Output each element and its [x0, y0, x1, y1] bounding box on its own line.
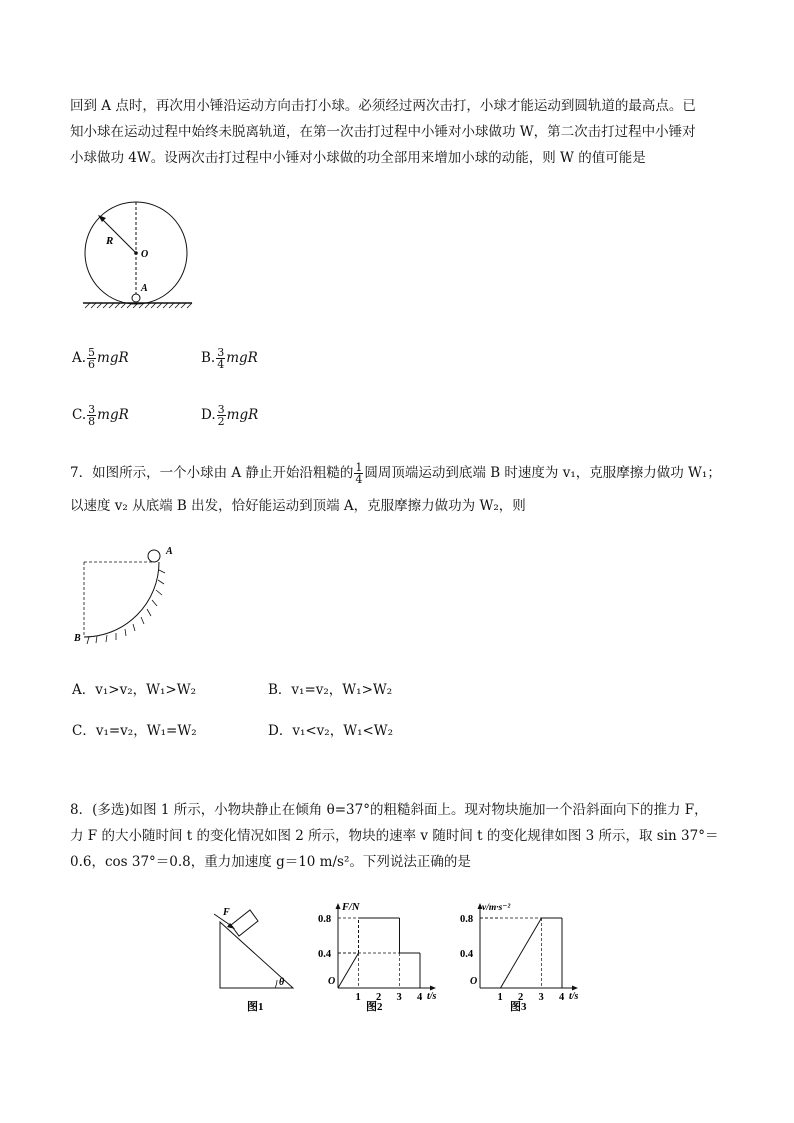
x-tick-label: 3 — [396, 992, 402, 1003]
x-tick-label: 3 — [538, 992, 544, 1003]
q7-option-a[interactable]: A．v₁>v₂，W₁>W₂ — [72, 682, 197, 698]
q6-option-d[interactable]: D. $\frac{3}{2}$ mgR — [201, 403, 259, 428]
q6-option-b[interactable]: B. $\frac{3}{4}$ mgR — [201, 346, 258, 371]
q7-text-line2: 以速度 v₂ 从底端 B 出发，恰好能运动到顶端 A，克服摩擦力做功为 W₂，则 — [70, 498, 526, 514]
q6-option-a[interactable]: A. $\frac{5}{6}$ mgR — [72, 346, 129, 371]
q8-text-line3: 0.6，cos 37°＝0.8，重力加速度 g＝10 m/s²。下列说法正确的是 — [70, 854, 471, 870]
fig1-caption: 图1 — [247, 1001, 264, 1013]
x-axis-label: t/s — [569, 991, 579, 1002]
y-tick-label: 0.8 — [460, 914, 474, 925]
y-axis-label: F/N — [342, 902, 360, 913]
label-A: A — [166, 546, 173, 557]
label-A: A — [141, 283, 148, 294]
q6-option-c[interactable]: C. $\frac{3}{8}$ mgR — [72, 403, 129, 428]
label-R: R — [106, 235, 114, 247]
y-axis-label: v/m·s⁻² — [482, 903, 511, 913]
origin-label: O — [470, 976, 478, 987]
q8-text-line2: 力 F 的大小随时间 t 的变化情况如图 2 所示，物块的速率 v 随时间 t 的变化规律如图 3 所示，取 sin 37°＝ — [70, 828, 719, 844]
q6-text-line1: 回到 A 点时，再次用小锤沿运动方向击打小球。必须经过两次击打，小球才能运动到圆轨道的最高点。已 — [70, 98, 696, 114]
q7-text-line1: 7．如图所示，一个小球由 A 静止开始沿粗糙的 $\frac{1}{4}$ 圆周顶端运动到底端 B 时速度为 v₁，克服摩擦力做功 W₁； — [70, 461, 721, 486]
origin-label: O — [328, 976, 336, 987]
series-segment — [501, 918, 542, 988]
x-tick-label: 4 — [559, 992, 565, 1003]
q7-option-d[interactable]: D．v₁<v₂，W₁<W₂ — [268, 723, 394, 739]
q7-option-c[interactable]: C．v₁=v₂，W₁=W₂ — [72, 723, 197, 739]
x-tick-label: 4 — [417, 992, 423, 1003]
y-tick-label: 0.4 — [318, 949, 332, 960]
series-segment — [338, 953, 359, 988]
x-tick-label: 1 — [497, 992, 503, 1003]
label-F: F — [223, 907, 230, 918]
q8-fig3-chart — [452, 895, 592, 1020]
x-tick-label: 2 — [376, 992, 382, 1003]
x-tick-label: 2 — [518, 992, 524, 1003]
q8-fig2-chart — [312, 895, 442, 1020]
q6-text-line3: 小球做功 4W。设两次击打过程中小锤对小球做的功全部用来增加小球的动能，则 W 的值可能是 — [70, 150, 646, 166]
label-theta: θ — [279, 977, 285, 988]
q6-circle-figure — [80, 200, 200, 315]
y-tick-label: 0.8 — [318, 914, 332, 925]
x-tick-label: 1 — [355, 992, 361, 1003]
fig3-caption: 图3 — [510, 1001, 527, 1013]
label-B: B — [74, 633, 81, 644]
q8-text-line1: 8．(多选)如图 1 所示，小物块静止在倾角 θ=37°的粗糙斜面上。现对物块施加一个沿斜面向下的推力 F， — [70, 802, 708, 818]
q8-fig1-incline — [205, 902, 305, 1018]
fig2-caption: 图2 — [366, 1001, 383, 1013]
q7-quarter-circle-figure — [70, 540, 190, 650]
label-O: O — [141, 249, 149, 260]
q7-option-b[interactable]: B．v₁=v₂，W₁>W₂ — [268, 682, 393, 698]
y-tick-label: 0.4 — [460, 949, 474, 960]
x-axis-label: t/s — [427, 991, 437, 1002]
q6-text-line2: 知小球在运动过程中始终未脱离轨道，在第一次击打过程中小锤对小球做功 W，第二次击打过程中小锤对 — [70, 124, 696, 140]
